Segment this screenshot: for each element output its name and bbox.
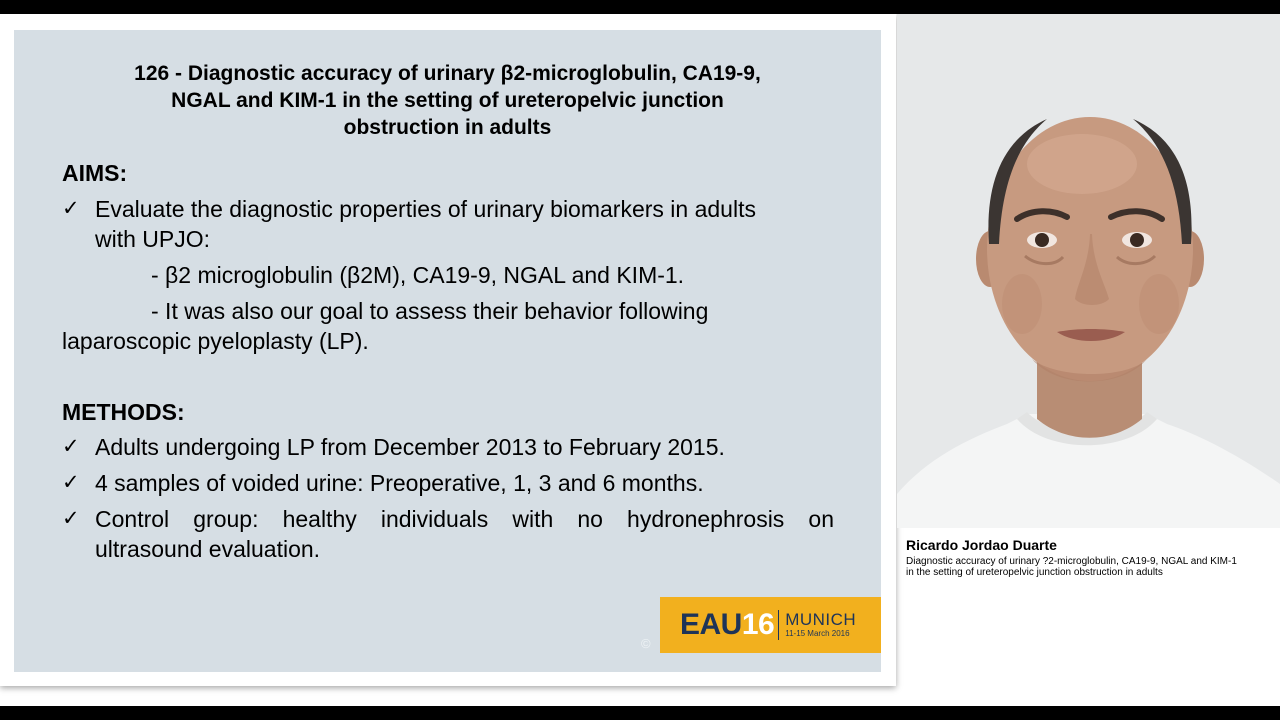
check-icon: ✓ xyxy=(62,197,80,220)
aims-bullet-line: with UPJO: xyxy=(95,226,211,252)
speaker-caption xyxy=(906,536,1272,578)
logo-brand-text: EAU xyxy=(680,608,742,641)
slide-frame xyxy=(0,14,896,686)
methods-item: ultrasound evaluation. xyxy=(95,536,321,562)
speaker-portrait xyxy=(897,14,1280,528)
aims-sub-item: laparoscopic pyeloplasty (LP). xyxy=(62,328,369,354)
check-icon: ✓ xyxy=(62,507,80,530)
video-stage xyxy=(0,14,1280,706)
talk-description-line: Diagnostic accuracy of urinary ?2-microglobulin, CA19-9, NGAL and KIM-1 xyxy=(906,556,1237,567)
logo-divider xyxy=(778,610,779,640)
letterbox-bottom xyxy=(0,706,1280,720)
talk-description xyxy=(906,556,1272,578)
logo-city: MUNICH xyxy=(785,610,857,629)
title-line: obstruction in adults xyxy=(343,116,552,139)
logo-details xyxy=(785,611,856,639)
methods-item: Control group: healthy individuals with no hydronephrosis on xyxy=(95,506,834,532)
logo-brand xyxy=(680,608,774,642)
methods-item: Adults undergoing LP from December 2013 to February 2015. xyxy=(95,434,725,460)
check-icon: ✓ xyxy=(62,435,80,458)
speaker-name: Ricardo Jordao Duarte xyxy=(906,537,1057,553)
logo-dates: 11-15 March 2016 xyxy=(785,629,850,638)
aims-sub-item: - It was also our goal to assess their behavior following xyxy=(151,298,709,324)
methods-heading: METHODS: xyxy=(62,399,185,425)
aims-heading: AIMS: xyxy=(62,160,128,186)
speaker-video xyxy=(897,14,1280,528)
talk-description-line: in the setting of ureteropelvic junction obstruction in adults xyxy=(906,567,1163,578)
check-icon: ✓ xyxy=(62,471,80,494)
eau16-logo xyxy=(660,597,881,653)
slide-title xyxy=(44,60,851,141)
letterbox-top xyxy=(0,0,1280,14)
aims-sub-item: - β2 microglobulin (β2M), CA19-9, NGAL and KIM-1. xyxy=(151,262,685,288)
presentation-slide xyxy=(14,30,881,672)
copyright-mark: © xyxy=(641,636,651,651)
logo-number: 16 xyxy=(741,608,775,641)
aims-bullet-line: Evaluate the diagnostic properties of urinary biomarkers in adults xyxy=(95,196,756,222)
methods-item: 4 samples of voided urine: Preoperative, 1, 3 and 6 months. xyxy=(95,470,704,496)
title-line: 126 - Diagnostic accuracy of urinary β2-microglobulin, CA19-9, xyxy=(134,62,761,85)
title-line: NGAL and KIM-1 in the setting of ureteropelvic junction xyxy=(171,89,724,112)
